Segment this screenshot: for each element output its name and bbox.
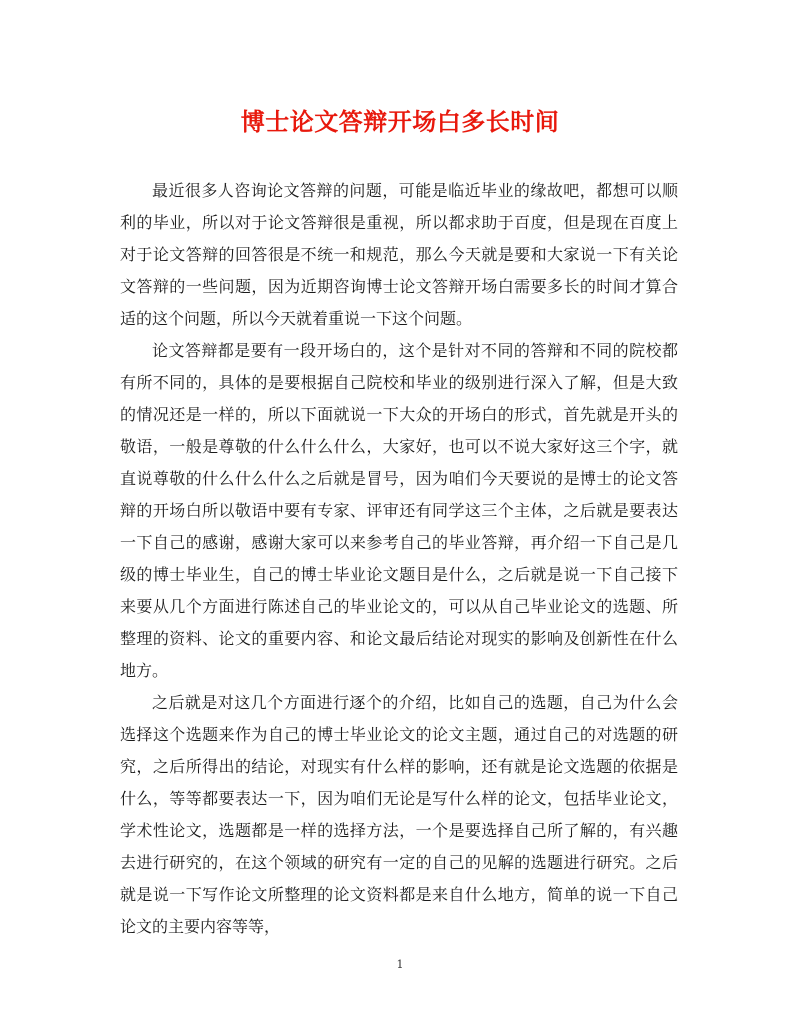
paragraph-1: 最近很多人咨询论文答辩的问题，可能是临近毕业的缘故吧，都想可以顺利的毕业，所以对于论文答辩很是重视，所以都求助于百度，但是现在百度上对于论文答辩的回答很是不统一和规范，那么今天就是要和大家说一下有关论文答辩的一些问题，因为近期咨询博士论文答辩开场白需要多长的时间才算合适的这个问题，所以今天就着重说一下这个问题。 — [120, 181, 678, 328]
document-title: 博士论文答辩开场白多长时间 — [240, 107, 560, 136]
document-body — [120, 175, 678, 943]
paragraph-3: 之后就是对这几个方面进行逐个的介绍，比如自己的选题，自己为什么会选择这个选题来作为自己的博士毕业论文的论文主题，通过自己的对选题的研究，之后所得出的结论，对现实有什么样的影响，还有就是论文选题的依据是什么，等等都要表达一下，因为咱们无论是写什么样的论文，包括毕业论文，学术性论文，选题都是一样的选择方法，一个是要选择自己所了解的，有兴趣去进行研究的，在这个领域的研究有一定的自己的见解的选题进行研究。之后就是说一下写作论文所整理的论文资料都是来自什么地方，简单的说一下自己论文的主要内容等等， — [120, 693, 678, 936]
paragraph-2: 论文答辩都是要有一段开场白的，这个是针对不同的答辩和不同的院校都有所不同的，具体的是要根据自己院校和毕业的级别进行深入了解，但是大致的情况还是一样的，所以下面就说一下大众的开场白的形式，首先就是开头的敬语，一般是尊敬的什么什么什么，大家好，也可以不说大家好这三个字，就直说尊敬的什么什么什么之后就是冒号，因为咱们今天要说的是博士的论文答辩的开场白所以敬语中要有专家、评审还有同学这三个主体，之后就是要表达一下自己的感谢，感谢大家可以来参考自己的毕业答辩，再介绍一下自己是几级的博士毕业生，自己的博士毕业论文题目是什么，之后就是说一下自己接下来要从几个方面进行陈述自己的毕业论文的，可以从自己毕业论文的选题、所整理的资料、论文的重要内容、和论文最后结论对现实的影响及创新性在什么地方。 — [120, 341, 678, 680]
page-number: 1 — [396, 958, 404, 971]
